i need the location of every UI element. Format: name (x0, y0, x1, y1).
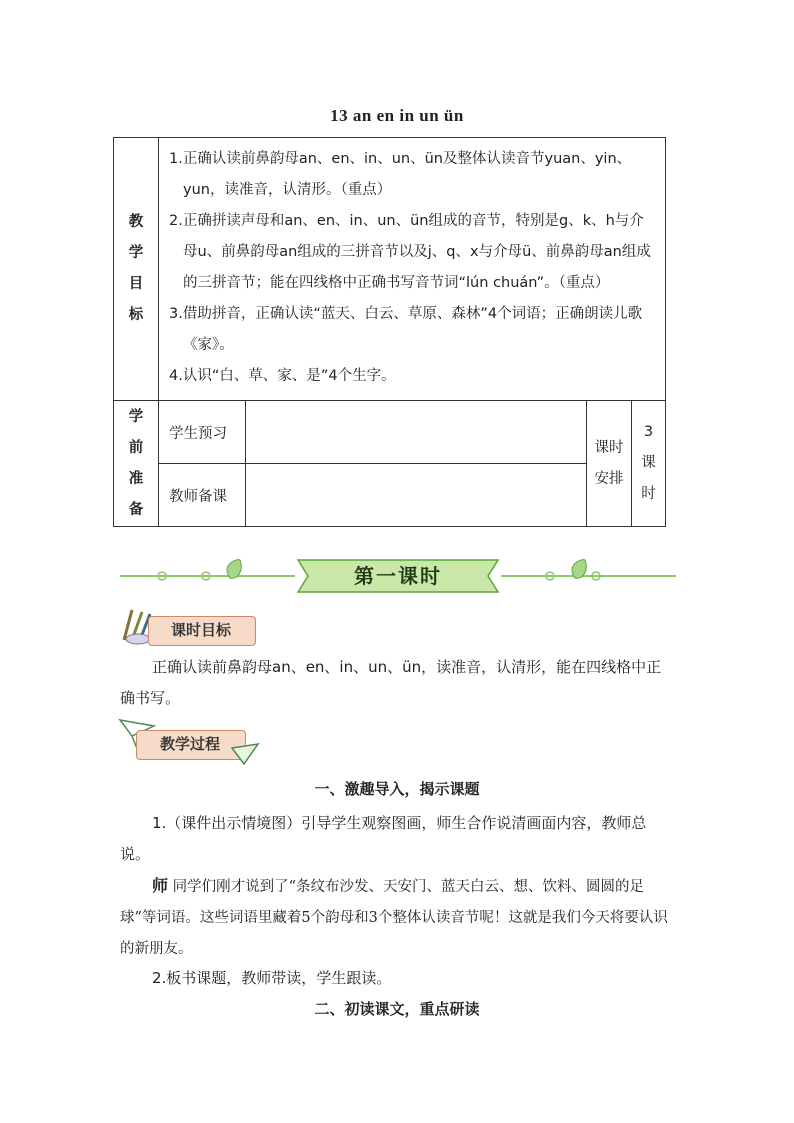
student-prep-label: 学生预习 (159, 401, 246, 464)
prep-label-char: 学 (128, 408, 144, 425)
goals-label-cell (114, 138, 159, 401)
goals-label-char: 教 (128, 214, 144, 230)
teacher-speech: 同学们刚才说到了“条纹布沙发、天安门、蓝天白云、想、饮料、圆圆的足球”等词语。这些词语里藏着5个韵母和3个整体认读音节呢！这就是我们今天将要认识的新朋友。 (120, 879, 668, 957)
hours-char: 课 (641, 455, 656, 471)
process-paragraph-1: 1.（课件出示情境图）引导学生观察图画，师生合作说清画面内容，教师总说。 (120, 814, 647, 863)
prep-label-char: 前 (128, 439, 144, 456)
prep-label-char: 准 (128, 470, 144, 487)
teaching-process-tag-text: 教学过程 (159, 735, 220, 753)
heading-2: 二、初读课文，重点研读 (314, 1000, 480, 1018)
lesson-goal-text: 正确认读前鼻韵母an、en、in、un、ün，读准音，认清形，能在四线格中正确书写。 (120, 658, 662, 707)
lesson-goal-tag-text: 课时目标 (170, 621, 231, 639)
prep-label-cell (114, 401, 159, 527)
prep-label-char: 备 (128, 501, 144, 518)
banner-text: 第一课时 (354, 564, 442, 588)
teaching-process-tag (118, 716, 258, 772)
goals-cell (159, 138, 666, 401)
process-paragraph-2: 2.板书课题，教师带读，学生跟读。 (152, 969, 392, 987)
prep-row-student (114, 401, 666, 464)
arrange-label-cell (587, 401, 632, 527)
goal-item: 1.正确认读前鼻韵母an、en、in、un、ün及整体认读音节yuan、yin、yun，读准音，认清形。（重点） (169, 151, 632, 198)
hours-char: 3 (643, 424, 654, 440)
teacher-prep-content (246, 464, 587, 527)
goal-item: 4.认识“白、草、家、是”4个生字。 (169, 368, 396, 384)
prep-row-teacher (114, 464, 666, 527)
goals-label-char: 标 (128, 307, 144, 323)
paper-plane-small-icon (230, 742, 260, 772)
goals-label-char: 学 (128, 245, 144, 261)
goals-row (114, 138, 666, 401)
goals-label-char: 目 (128, 276, 144, 292)
teacher-prep-label: 教师备课 (159, 464, 246, 527)
student-prep-content (246, 401, 587, 464)
arrange-label-line: 安排 (594, 470, 624, 487)
hours-char: 时 (641, 486, 656, 502)
hours-cell (632, 401, 666, 527)
lesson-banner (120, 556, 676, 596)
teacher-label: 师 (152, 876, 169, 895)
goal-item: 2.正确拼读声母和an、en、in、un、ün组成的音节，特别是g、k、h与介母u、前鼻韵母an组成的三拼音节以及j、q、x与介母ü、前鼻韵母an组成的三拼音节；能在四线格中正确书写音节词“lún chuán”。（重点） (169, 213, 651, 291)
arrange-label-line: 课时 (594, 439, 624, 456)
page-title: 13 an en in un ün (330, 106, 464, 125)
heading-1: 一、激趣导入，揭示课题 (314, 780, 480, 798)
teacher-speech-block (120, 870, 676, 965)
goal-item: 3.借助拼音，正确认读“蓝天、白云、草原、森林”4个词语；正确朗读儿歌《家》。 (169, 306, 643, 353)
lesson-plan-table (113, 137, 666, 527)
lesson-goal-tag (118, 612, 258, 648)
